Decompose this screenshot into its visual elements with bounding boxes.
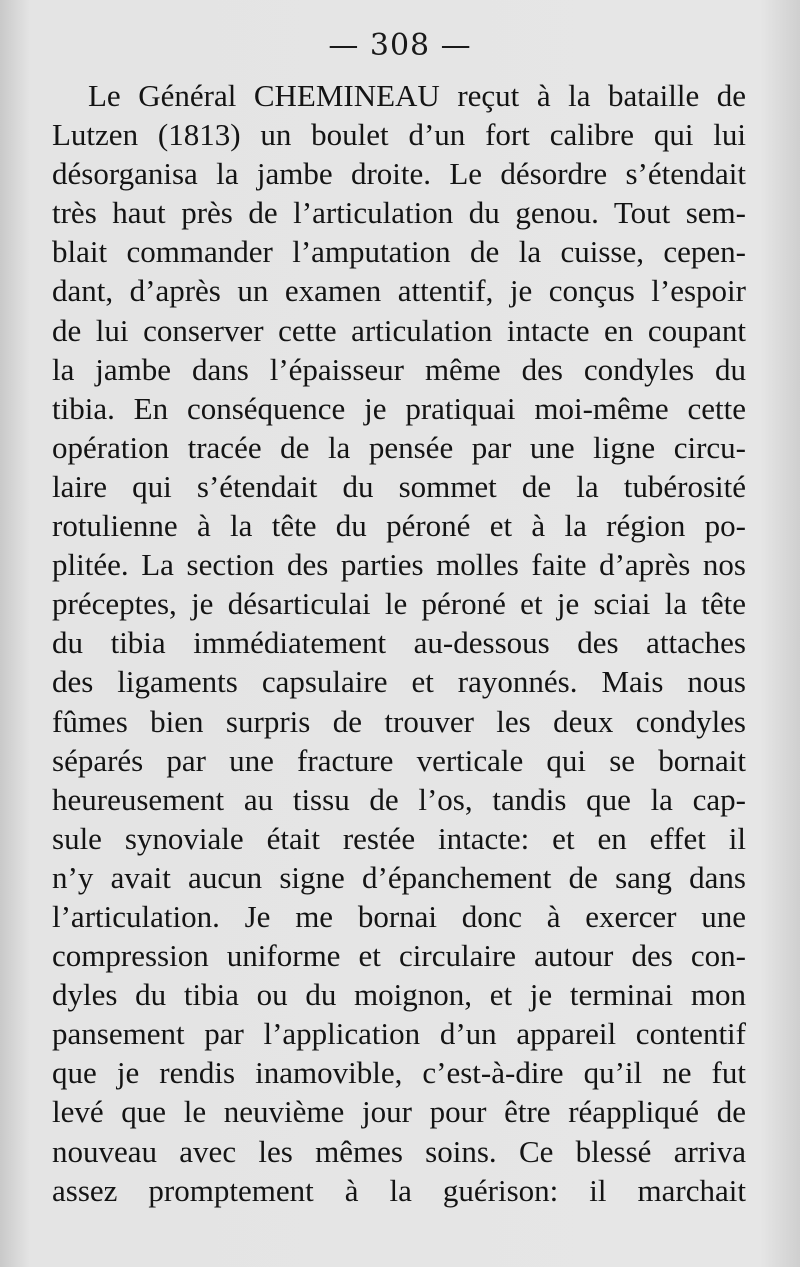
text-line: heureusement au tissu de l’os, tandis que la cap- (52, 781, 746, 817)
text-line: n’y avait aucun signe d’épanchement de sang dans (52, 859, 746, 895)
text-line: de lui conserver cette articulation intacte en coupant (52, 312, 746, 348)
text-line: désorganisa la jambe droite. Le désordre s’étendait (52, 156, 746, 192)
text-line: la jambe dans l’épaisseur même des condyles du (52, 351, 746, 387)
body-text (52, 76, 746, 1210)
text-line: l’articulation. Je me bornai donc à exercer une (52, 898, 746, 934)
text-line: pansement par l’application d’un appareil contentif (52, 1016, 746, 1052)
text-line: tibia. En conséquence je pratiquai moi-même cette (52, 390, 746, 426)
text-line: préceptes, je désarticulai le péroné et je sciai la tête (52, 586, 746, 622)
text-line: blait commander l’amputation de la cuisse, cepen- (52, 234, 746, 270)
text-line: opération tracée de la pensée par une ligne circu- (52, 429, 746, 465)
text-line: rotulienne à la tête du péroné et à la région po- (52, 508, 746, 544)
text-line: que je rendis inamovible, c’est-à-dire qu’il ne fut (52, 1055, 746, 1091)
text-line: nouveau avec les mêmes soins. Ce blessé arriva (52, 1133, 746, 1169)
text-line: levé que le neuvième jour pour être réappliqué de (52, 1094, 746, 1130)
text-line: Le Général CHEMINEAU reçut à la bataille de (88, 78, 746, 113)
text-line: assez promptement à la guérison: il marchait (52, 1172, 746, 1208)
page-number: — 308 — (328, 28, 472, 63)
text-line: sule synoviale était restée intacte: et en effet il (52, 820, 746, 856)
text-line: séparés par une fracture verticale qui se bornait (52, 742, 746, 778)
text-line: laire qui s’étendait du sommet de la tubérosité (52, 468, 746, 504)
text-line: du tibia immédiatement au-dessous des attaches (52, 625, 746, 661)
text-line: dyles du tibia ou du moignon, et je terminai mon (52, 977, 746, 1013)
text-line: des ligaments capsulaire et rayonnés. Mais nous (52, 664, 746, 700)
text-line: très haut près de l’articulation du genou. Tout sem- (52, 195, 746, 231)
text-line: plitée. La section des parties molles faite d’après nos (52, 547, 746, 583)
text-line: compression uniforme et circulaire autour des con- (52, 938, 746, 974)
text-line: fûmes bien surpris de trouver les deux condyles (52, 703, 746, 739)
text-line: dant, d’après un examen attentif, je conçus l’espoir (52, 273, 746, 309)
text-line: Lutzen (1813) un boulet d’un fort calibre qui lui (52, 117, 746, 153)
